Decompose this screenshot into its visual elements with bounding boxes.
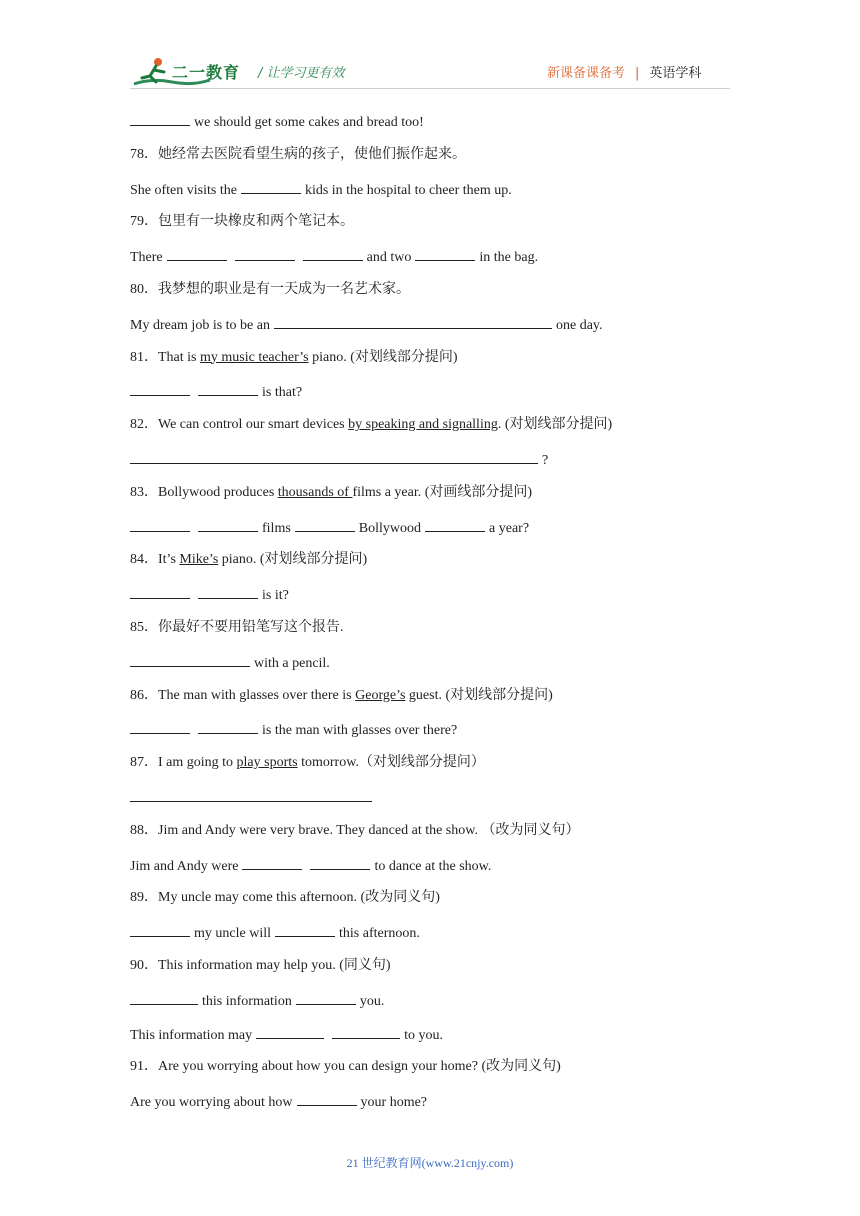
line-text: 78．她经常去医院看望生病的孩子，使他们振作起来。	[130, 146, 466, 162]
line-text: your home?	[360, 1095, 428, 1111]
text-line	[130, 1091, 730, 1125]
line-text: There	[130, 250, 163, 266]
line-text: 83．Bollywood produces	[130, 484, 278, 500]
header-tag-prep: 新课备课备考	[547, 66, 626, 81]
underlined-text: by speaking and signalling	[348, 417, 498, 433]
text-line	[130, 652, 730, 686]
answer-blank[interactable]	[130, 517, 190, 532]
line-text: my uncle will	[194, 926, 271, 942]
answer-blank[interactable]	[130, 449, 538, 464]
text-line	[130, 956, 730, 990]
answer-blank[interactable]	[130, 990, 198, 1005]
line-text: one day.	[555, 317, 603, 333]
slogan: / 让学习更有效	[258, 66, 345, 81]
text-line	[130, 381, 730, 415]
line-text: films a year. (对画线部分提问)	[352, 484, 533, 500]
header-tag-subject: 英语学科	[649, 66, 702, 81]
text-line	[130, 280, 730, 314]
line-text: Jim and Andy were	[130, 858, 239, 874]
underlined-text: George’s	[355, 687, 406, 703]
line-text: we should get some cakes and bread too!	[194, 115, 424, 130]
underlined-text: Mike’s	[179, 552, 219, 568]
text-line	[130, 314, 730, 348]
answer-blank[interactable]	[310, 855, 370, 870]
text-line	[130, 584, 730, 618]
text-line	[130, 1024, 730, 1058]
line-text: My dream job is to be an	[130, 317, 270, 333]
line-text: 88．Jim and Andy were very brave. They danced at the show. （改为同义句）	[130, 822, 580, 838]
line-text: this information	[202, 993, 292, 1009]
answer-blank[interactable]	[275, 922, 335, 937]
line-text: 79．包里有一块橡皮和两个笔记本。	[130, 214, 354, 230]
answer-blank[interactable]	[415, 246, 475, 261]
header-right	[547, 62, 701, 81]
answer-blank[interactable]	[130, 787, 372, 802]
text-line	[130, 719, 730, 753]
logo-text: 二一教育	[172, 63, 241, 82]
line-text: . (对划线部分提问)	[497, 417, 613, 433]
line-text: ?	[542, 452, 549, 468]
line-text: in the bag.	[479, 250, 539, 266]
answer-blank[interactable]	[296, 990, 356, 1005]
answer-blank[interactable]	[130, 652, 250, 667]
answer-blank[interactable]	[332, 1024, 400, 1039]
text-line	[130, 1057, 730, 1091]
line-text: guest. (对划线部分提问)	[405, 687, 553, 703]
line-text: kids in the hospital to cheer them up.	[304, 182, 512, 198]
line-text: 85．你最好不要用铅笔写这个报告.	[130, 619, 344, 635]
underlined-text: my music teacher’s	[200, 349, 309, 365]
answer-blank[interactable]	[130, 381, 190, 396]
answer-blank[interactable]	[295, 517, 355, 532]
text-line	[130, 449, 730, 483]
text-line	[130, 618, 730, 652]
text-line	[130, 855, 730, 889]
line-text: tomorrow.（对划线部分提问）	[297, 755, 485, 771]
line-text: piano. (对划线部分提问)	[218, 552, 368, 568]
answer-blank[interactable]	[130, 584, 190, 599]
page-header	[0, 0, 860, 100]
line-text: is it?	[262, 588, 289, 604]
text-line	[130, 111, 730, 145]
answer-blank[interactable]	[130, 111, 190, 126]
line-text: 90．This information may help you. (同义句)	[130, 957, 391, 973]
text-line	[130, 145, 730, 179]
line-text: to you.	[404, 1027, 443, 1043]
text-line	[130, 753, 730, 787]
text-line	[130, 686, 730, 720]
line-text: 87．I am going to	[130, 755, 237, 771]
answer-blank[interactable]	[297, 1091, 357, 1106]
answer-blank[interactable]	[425, 517, 485, 532]
underlined-text: play sports	[236, 755, 298, 771]
answer-blank[interactable]	[256, 1024, 324, 1039]
text-line	[130, 787, 730, 821]
line-text: a year?	[489, 520, 530, 536]
text-line	[130, 179, 730, 213]
line-text: piano. (对划线部分提问)	[308, 349, 458, 365]
line-text: This information may	[130, 1027, 253, 1043]
underlined-text: thousands of	[277, 484, 353, 500]
answer-blank[interactable]	[241, 179, 301, 194]
text-line	[130, 415, 730, 449]
document-body	[130, 111, 730, 1125]
text-line	[130, 212, 730, 246]
answer-blank[interactable]	[303, 246, 363, 261]
page-footer: 21 世纪教育网(www.21cnjy.com)	[346, 1156, 514, 1170]
line-text: you.	[359, 993, 385, 1009]
text-line	[130, 550, 730, 584]
answer-blank[interactable]	[167, 246, 227, 261]
line-text: 91．Are you worrying about how you can design your home? (改为同义句)	[130, 1059, 561, 1075]
text-line	[130, 922, 730, 956]
answer-blank[interactable]	[130, 922, 190, 937]
text-line	[130, 888, 730, 922]
header-separator: |	[635, 66, 640, 81]
line-text: is that?	[262, 385, 303, 401]
line-text: is the man with glasses over there?	[262, 723, 458, 739]
line-text: to dance at the show.	[374, 858, 492, 874]
answer-blank[interactable]	[198, 517, 258, 532]
answer-blank[interactable]	[130, 719, 190, 734]
line-text: 84．It’s	[130, 552, 180, 568]
text-line	[130, 517, 730, 551]
line-text: 81．That is	[130, 349, 200, 365]
line-text: Bollywood	[358, 520, 422, 536]
answer-blank[interactable]	[235, 246, 295, 261]
line-text: She often visits the	[130, 182, 237, 198]
line-text: 82．We can control our smart devices	[130, 417, 349, 433]
line-text: films	[262, 520, 291, 536]
line-text: 86．The man with glasses over there is	[130, 687, 356, 703]
line-text: with a pencil.	[254, 655, 330, 671]
line-text: and two	[366, 250, 412, 266]
text-line	[130, 348, 730, 382]
line-text: 80．我梦想的职业是有一天成为一名艺术家。	[130, 281, 410, 297]
answer-blank[interactable]	[242, 855, 302, 870]
answer-blank[interactable]	[198, 381, 258, 396]
answer-blank[interactable]	[274, 314, 552, 329]
line-text: 89．My uncle may come this afternoon. (改为同义句)	[130, 890, 440, 906]
header-divider	[130, 88, 730, 89]
line-text: Are you worrying about how	[130, 1095, 293, 1111]
answer-blank[interactable]	[198, 584, 258, 599]
text-line	[130, 821, 730, 855]
answer-blank[interactable]	[198, 719, 258, 734]
line-text: this afternoon.	[339, 926, 420, 942]
text-line	[130, 483, 730, 517]
text-line	[130, 246, 730, 280]
text-line	[130, 990, 730, 1024]
